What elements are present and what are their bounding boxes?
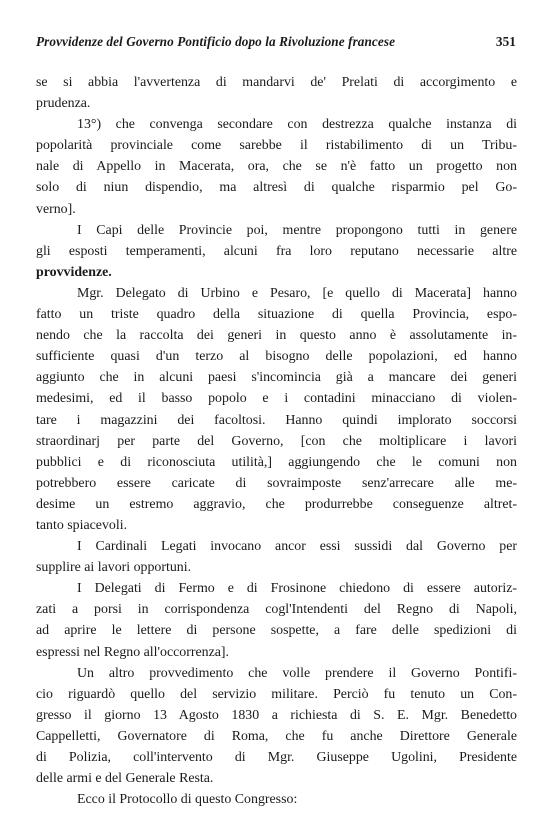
text-line: solo di niun dispendio, ma altresì di qualche risparmio pel Go-	[36, 180, 517, 196]
text-line: popolarità provinciale come sarebbe il ristabilimento di un Tribu-	[36, 138, 517, 154]
text-line: I Cardinali Legati invocano ancor essi sussidi dal Governo per	[77, 539, 517, 555]
text-line: se si abbia l'avvertenza di mandarvi de' Prelati di accorgimento e	[36, 75, 517, 90]
running-head	[36, 34, 516, 50]
text-line: supplire ai lavori opportuni.	[36, 560, 192, 576]
body-text	[36, 72, 517, 810]
text-line: fatto un triste quadro della situazione di quella Provincia, espo-	[36, 307, 517, 323]
text-line: di Polizia, coll'intervento di Mgr. Giuseppe Ugolini, Presidente	[36, 750, 517, 765]
text-line: Un altro provvedimento che volle prendere il Governo Pontifi-	[77, 665, 517, 681]
text-line: prudenza.	[36, 96, 91, 112]
text-line: desime un estremo aggravio, che produrrebbe conseguenze altret-	[36, 496, 517, 512]
paragraph	[36, 578, 517, 662]
paragraph	[36, 283, 517, 536]
text-line: gli esposti temperamenti, alcuni fra loro reputano necessarie altre	[36, 243, 517, 259]
text-line: gresso il giorno 13 Agosto 1830 a richiesta di S. E. Mgr. Benedetto	[36, 707, 517, 723]
text-line: I Capi delle Provincie poi, mentre propongono tutti in genere	[77, 222, 517, 238]
paragraph	[36, 114, 517, 219]
text-line: espressi nel Regno all'occorrenza].	[36, 644, 230, 660]
text-line: Ecco il Protocollo di questo Congresso:	[77, 792, 298, 808]
text-line: cio riguardò quello del servizio militare. Perciò fu tenuto un Con-	[36, 686, 517, 702]
paragraph	[36, 789, 517, 810]
paragraph	[36, 663, 517, 790]
text-line: I Delegati di Fermo e di Frosinone chiedono di essere autoriz-	[77, 581, 517, 597]
text-line: tare i magazzini dei facoltosi. Hanno quindi implorato soccorsi	[36, 412, 517, 428]
text-line: sufficiente quasi d'un terzo al bisogno delle popolazioni, ed hanno	[36, 349, 517, 365]
paragraph	[36, 536, 517, 578]
text-line: provvidenze.	[36, 264, 112, 280]
text-line: pubblici e di riconosciuta utilità,] aggiungendo che le comuni non	[36, 454, 517, 470]
text-line: Mgr. Delegato di Urbino e Pesaro, [e quello di Macerata] hanno	[77, 285, 517, 301]
running-head-title: Provvidenze del Governo Pontificio dopo la Rivoluzione francese	[36, 34, 396, 49]
text-line: nale di Appello in Macerata, ora, che se n'è fatto un progetto non	[36, 159, 517, 175]
text-line: Cappelletti, Governatore di Roma, che fu anche Direttore Generale	[36, 728, 517, 744]
text-line: medesimi, ed il basso popolo e i contadini minacciano di violen-	[36, 391, 517, 407]
text-line: verno].	[36, 201, 76, 217]
text-line: 13°) che convenga secondare con destrezza qualche instanza di	[77, 117, 517, 133]
text-line: straordinarj per parte del Governo, [con che moltiplicare i lavori	[36, 433, 517, 449]
text-line: potrebbero essere caricate di sovraimposte senz'arrecare alle me-	[36, 475, 517, 491]
text-line: aggiunto che in alcuni paesi s'incomincia già a mancare dei generi	[36, 370, 517, 386]
text-line: delle armi e del Generale Resta.	[36, 771, 214, 787]
text-line: ad aprire le lettere di persone sospette, a fare delle spedizioni di	[36, 623, 517, 639]
text-line: tanto spiacevoli.	[36, 517, 128, 533]
paragraph	[36, 220, 517, 283]
page-number: 351	[495, 34, 516, 49]
text-line: zati a porsi in corrispondenza cogl'Intendenti del Regno di Napoli,	[36, 602, 517, 618]
paragraph	[36, 72, 517, 114]
text-line: nendo che la raccolta dei generi in questo anno è assolutamente in-	[36, 328, 517, 344]
